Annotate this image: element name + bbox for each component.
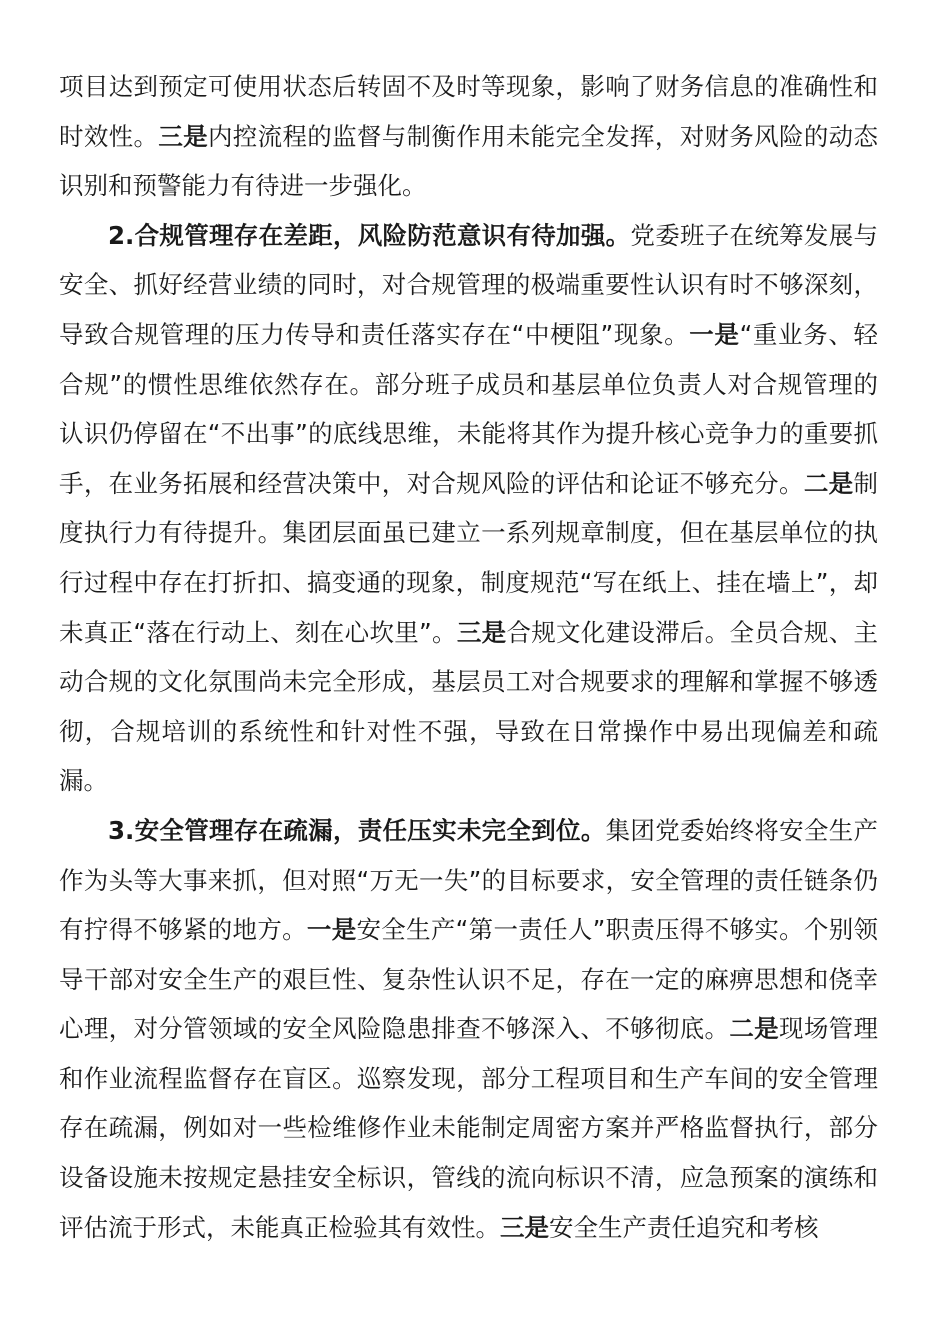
text-run: 党委班子在统筹发展与安全、抓好经营业绩的同时，对合规管理的极端重要性认识有时不够深刻，导致合规管理的压力传导和责任落实存在“中梗阻”现象。 bbox=[59, 220, 878, 349]
section-heading: 3.安全管理存在疏漏，责任压实未完全到位。 bbox=[108, 815, 606, 845]
text-run: 制度执行力有待提升。集团层面虽已建立一系列规章制度，但在基层单位的执行过程中存在打折扣、搞变通的现象，制度规范“写在纸上、挂在墙上”，却未真正“落在行动上、刻在心坎里”。 bbox=[59, 468, 878, 647]
bold-run: 一是 bbox=[306, 915, 357, 945]
bold-run: 三是 bbox=[500, 1212, 549, 1242]
bold-run: 三是 bbox=[158, 121, 208, 151]
text-run: 集团党委始终将安全生产作为头等大事来抓，但对照“万无一失”的目标要求，安全管理的责任链条仍有拧得不够紧的地方。 bbox=[59, 815, 879, 945]
paragraph-compliance bbox=[59, 211, 878, 806]
paragraph-safety bbox=[59, 806, 878, 1252]
text-run: “重业务、轻合规”的惯性思维依然存在。部分班子成员和基层单位负责人对合规管理的认识仍停留在“不出事”的底线思维，未能将其作为提升核心竞争力的重要抓手，在业务拓展和经营决策中，对合规风险的评估和论证不够充分。 bbox=[59, 319, 878, 498]
text-run: 现场管理和作业流程监督存在盲区。巡察发现，部分工程项目和生产车间的安全管理存在疏漏，例如对一些检维修作业未能制定周密方案并严格监督执行，部分设备设施未按规定悬挂安全标识，管线的流向标识不清，应急预案的演练和评估流于形式，未能真正检验其有效性。 bbox=[59, 1014, 878, 1242]
text-run: 合规文化建设滞后。全员合规、主动合规的文化氛围尚未完全形成，基层员工对合规要求的理解和掌握不够透彻，合规培训的系统性和针对性不强，导致在日常操作中易出现偏差和疏漏。 bbox=[59, 617, 879, 796]
bold-run: 二是 bbox=[729, 1014, 780, 1044]
paragraph-financial-continued bbox=[59, 62, 878, 211]
text-run: 安全生产“第一责任人”职责压得不够实。个别领导干部对安全生产的艰巨性、复杂性认识不足，存在一定的麻痹思想和侥幸心理，对分管领域的安全风险隐患排查不够深入、不够彻底。 bbox=[59, 915, 879, 1044]
text-run: 内控流程的监督与制衡作用未能完全发挥，对财务风险的动态识别和预警能力有待进一步强化。 bbox=[59, 121, 878, 201]
bold-run: 一是 bbox=[689, 319, 740, 349]
bold-run: 二是 bbox=[803, 468, 854, 498]
bold-run: 三是 bbox=[456, 617, 507, 647]
text-run: 安全生产责任追究和考核 bbox=[549, 1212, 819, 1242]
text-run: 项目达到预定可使用状态后转固不及时等现象，影响了财务信息的准确性和时效性。 bbox=[59, 72, 878, 151]
section-heading: 2.合规管理存在差距，风险防范意识有待加强。 bbox=[108, 220, 631, 250]
